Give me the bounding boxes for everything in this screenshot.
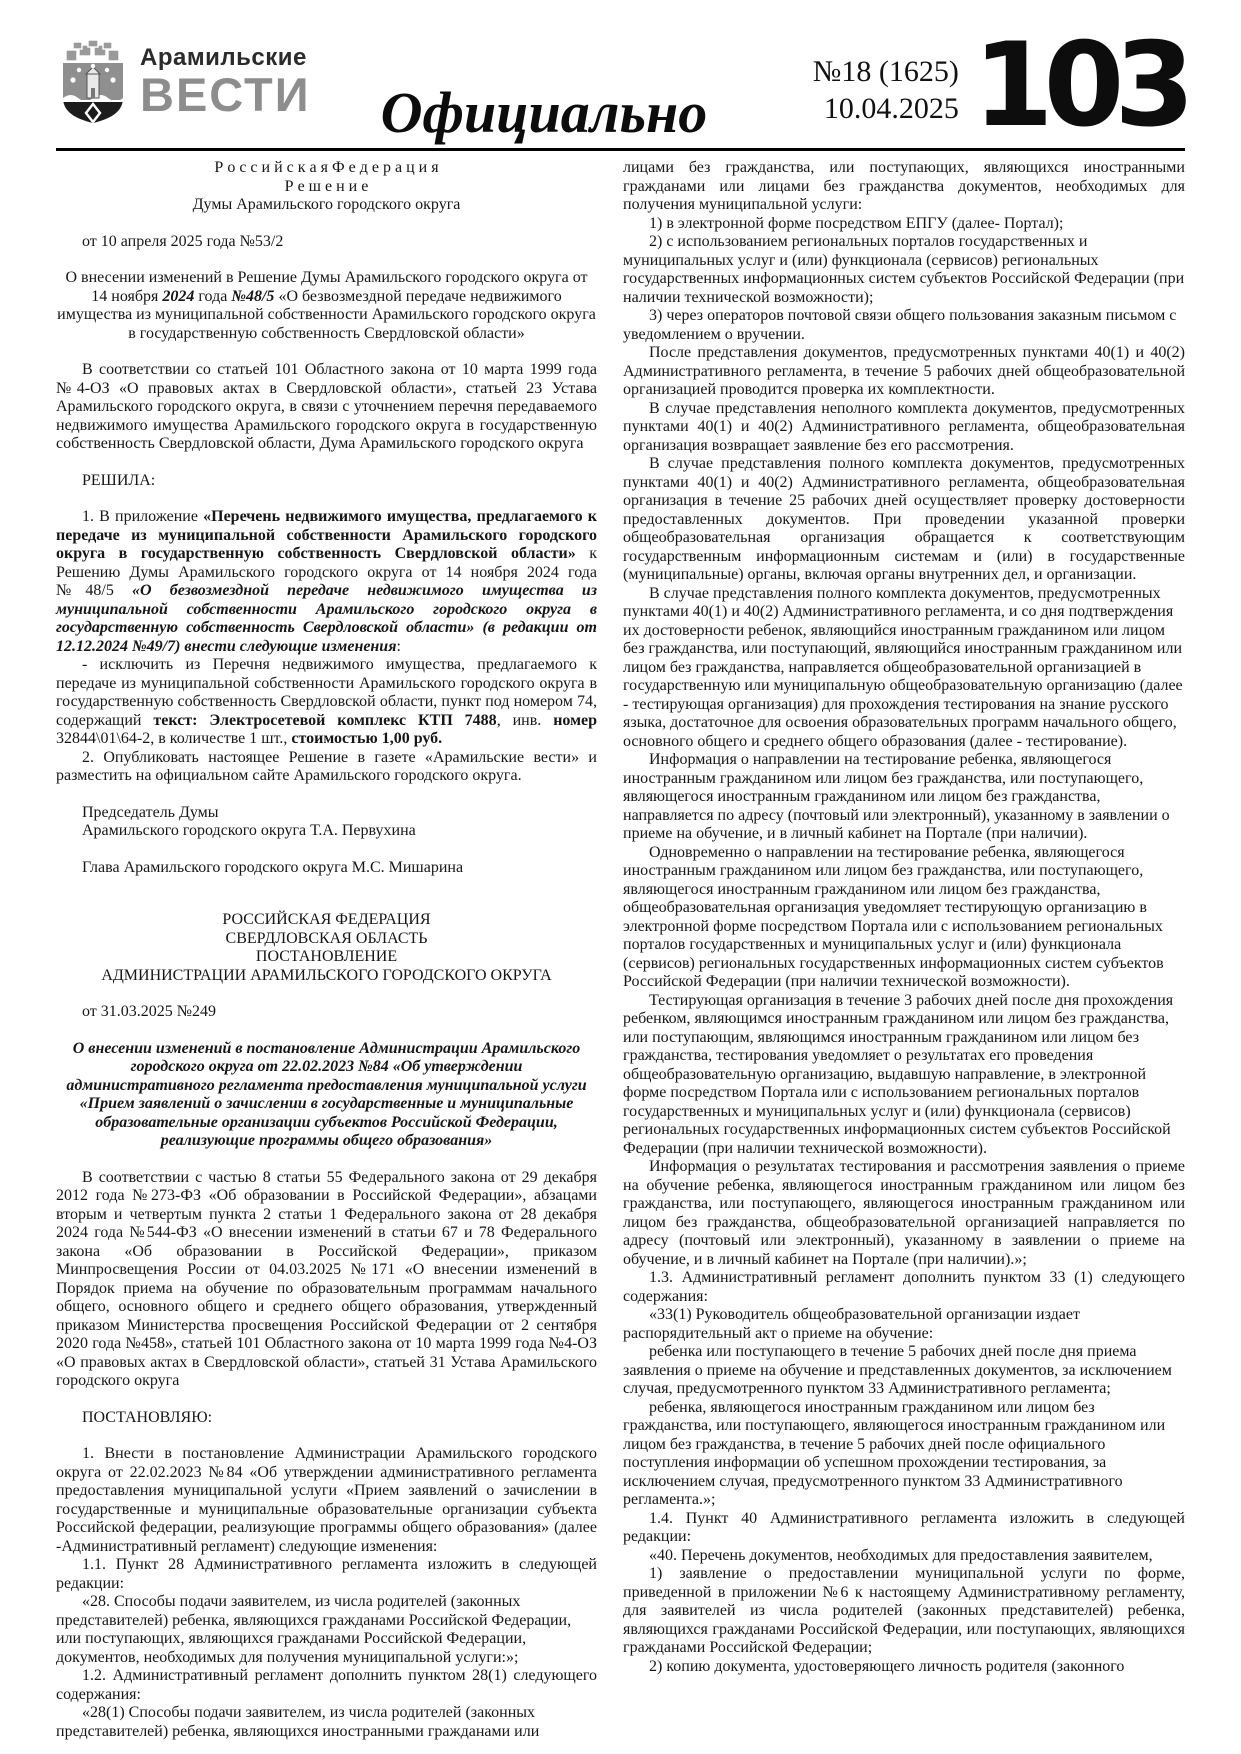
text-segment: РОССИЙСКАЯ ФЕДЕРАЦИЯ: [222, 911, 431, 928]
paragraph: [623, 233, 1185, 307]
coat-of-arms-icon: [56, 40, 130, 124]
brand-name-top: Арамильские: [140, 44, 307, 71]
text-segment: «28. Способы подачи заявителем, из числа родителей (законных представителей) ребенка, являющихся гражданами Российской Федерации, или поступающих, являющихся гражданами Российской Федерации, документов, необходимых для получения муниципальной услуги:»;: [56, 1593, 572, 1666]
paragraph: [623, 992, 1185, 1159]
text-segment: 32844\01\64-2, в количестве 1 шт.,: [56, 730, 292, 747]
text-segment: от 10 апреля 2025 года №53/2: [82, 232, 284, 250]
text-segment: О внесении изменений в постановление Администрации Арамильского городского округа от 22.02.2023 №84 «Об утверждении административного регламента предоставления муниципальной услуги «Прием заявлений о зачислении в государственные и муниципальные образовательные организации субъектов Российской Федерации, реализующие программы общего образования»: [66, 1039, 587, 1149]
paragraph: [623, 1158, 1185, 1269]
text-segment: 2) копию документа, удостоверяющего личность родителя (законного: [649, 1657, 1125, 1675]
text-segment: О внесении изменений в Решение Думы Арамильского городского округа от 14 ноября: [65, 269, 588, 305]
text-segment: 1.2. Административный регламент дополнить пунктом 28(1) следующего содержания:: [56, 1667, 597, 1703]
text-segment: «О безвозмездной передаче недвижимого имущества из муниципальной собственности Арамильского городского округа в государственную собственность Свердловской области» (в редакции от 12.12.2024 №49/7) внести следующие изменения: [56, 582, 598, 655]
page-number: 103: [972, 18, 1185, 153]
paragraph: [56, 656, 597, 749]
text-segment: 1. Внести в постановление Администрации Арамильского городского округа от 22.02.2023 №84 «Об утверждении административного регламента предоставления муниципальной услуги «Прием заявлений о зачислении в государственные и муниципальные образовательные организации субъекта Российской федерации, реализующие программы общего образования» (далее -Административный регламент) следующие изменения:: [56, 1445, 597, 1555]
brand-name-bottom: ВЕСТИ: [140, 68, 311, 121]
paragraph: [56, 1169, 597, 1391]
paragraph: [56, 822, 597, 841]
text-segment: к Решению Думы Арамильского городского округа от 14 ноября 2024 года №48/5: [56, 545, 597, 599]
text-segment: «28(1) Способы подачи заявителем, из числа родителей (законных представителей) ребенка, являющихся иностранными гражданами или: [56, 1704, 540, 1740]
text-segment: 1.1. Пункт 28 Административного регламента изложить в следующей редакции:: [56, 1556, 597, 1592]
newspaper-brand: [56, 40, 311, 124]
paragraph: [56, 930, 597, 949]
paragraph: [623, 344, 1185, 400]
section-title: Официально: [380, 80, 708, 145]
text-segment: После представления документов, предусмотренных пунктами 40(1) и 40(2) Административного регламента, в течение 5 рабочих дней общеобразовательной организацией проводится проверка их комплектности.: [623, 344, 1185, 398]
text-segment: №48/5: [231, 287, 275, 305]
text-segment: ПОСТАНОВЛЯЮ:: [82, 1408, 213, 1426]
paragraph: [623, 455, 1185, 585]
text-segment: РЕШИЛА:: [82, 471, 156, 489]
text-segment: 1) в электронной форме посредством ЕПГУ (далее- Портал);: [649, 214, 1064, 232]
paragraph: [623, 1658, 1185, 1677]
paragraph: [623, 400, 1185, 456]
paragraph: [56, 1667, 597, 1704]
paragraph: [56, 1040, 597, 1151]
text-segment: года: [194, 287, 232, 305]
text-segment: 2. Опубликовать настоящее Решение в газете «Арамильские вести» и разместить на официальном сайте Арамильского городского округа.: [56, 748, 597, 784]
paragraph: [623, 585, 1185, 752]
text-segment: Арамильского городского округа Т.А. Первухина: [82, 822, 416, 839]
text-segment: 1.4. Пункт 40 Административного регламента изложить в следующей редакции:: [623, 1509, 1185, 1545]
text-segment: :: [396, 637, 401, 655]
text-segment: 1.3. Административный регламент дополнить пунктом 33 (1) следующего содержания:: [623, 1269, 1185, 1305]
text-segment: ребенка, являющегося иностранным гражданином или лицом без гражданства, или поступающего, являющегося иностранным гражданином или лицом без гражданства, в течение 5 рабочих дней после официального поступления информации об успешном прохождении тестирования, за исключением случая, предусмотренного пунктом 33 Административного регламента.»;: [623, 1398, 1166, 1508]
paragraph: [56, 948, 597, 967]
text-segment: Тестирующая организация в течение 3 рабочих дней после дня прохождения ребенком, являющимся иностранным гражданином или лицом без гражданства, или поступающим, являющимся иностранным гражданином или лицом без гражданства, тестирования уведомляет о результатах его проведения общеобразовательную организацию, выдавшую направление, в электронной форме посредством Портала или с использованием региональных порталов государственных и муниципальных услуг и (или) функционала (сервисов) региональных государственных информационных систем субъектов Российской Федерации (при наличии технической возможности).: [623, 991, 1174, 1157]
text-segment: Думы Арамильского городского округа: [192, 196, 461, 213]
masthead: [56, 18, 1185, 153]
paragraph: [623, 159, 1185, 215]
text-segment: 2) с использованием региональных порталов государственных и муниципальных услуг и (или) функционала (сервисов) региональных государственных информационных систем субъектов Российской Федерации (при наличии технической возможности);: [623, 233, 1185, 306]
text-segment: 1. В приложение: [82, 508, 204, 525]
brand-names: [140, 44, 311, 121]
paragraph: [623, 1565, 1185, 1658]
text-segment: номер: [553, 711, 598, 729]
paragraph: [56, 1593, 597, 1667]
text-segment: Председатель Думы: [82, 803, 219, 821]
paragraph: [56, 269, 597, 343]
text-segment: Информация о направлении на тестирование ребенка, являющегося иностранным гражданином или лицом без гражданства, или поступающего, являющегося иностранным гражданином или лицом без гражданства, направляется по адресу (почтовый или электронный), указанному в заявлении о приеме на обучение, и в личный кабинет на Портале (при наличии).: [623, 751, 1170, 842]
text-segment: В соответствии с частью 8 статьи 55 Федерального закона от 29 декабря 2012 года №273-ФЗ «Об образовании в Российской Федерации», абзацами вторым и четвертым пункта 2 статьи 1 Федерального закона от 28 декабря 2024 года №544-ФЗ «О внесении изменений в статьи 67 и 78 Федерального закона «Об образовании в Российской Федерации», приказом Минпросвещения России от 04.03.2025 №171 «О внесении изменений в Порядок приема на обучение по образовательным программам начального общего, основного общего и среднего общего образования, утвержденный приказом Министерства просвещения Российской Федерации от 2 сентября 2020 года №458», статьей 101 Областного закона от 10 марта 1999 года №4-ОЗ «О правовых актах в Свердловской области», статьей 31 Устава Арамильского городского округа: [56, 1168, 597, 1389]
paragraph: [56, 196, 597, 215]
left-column: [56, 159, 597, 1741]
text-segment: «33(1) Руководитель общеобразовательной организации издает распорядительный акт о приеме на обучение:: [623, 1306, 1080, 1342]
text-segment: текст: Электросетевой комплекс КТП 7488: [153, 711, 497, 729]
paragraph: [623, 1343, 1185, 1399]
paragraph: [56, 1003, 597, 1022]
paragraph: [56, 804, 597, 823]
paragraph: [56, 749, 597, 786]
text-segment: «Перечень недвижимого имущества, предлагаемого к передаче из муниципальной собственности Арамильского городского округа в государственную собственность Свердловской области»: [56, 508, 597, 562]
text-segment: ПОСТАНОВЛЕНИЕ: [255, 948, 398, 965]
issue-info: [813, 54, 959, 127]
text-segment: Информация о результатах тестирования и рассмотрения заявления о приеме на обучение ребенка, являющегося иностранным гражданином или лицом без гражданства, или поступающего, являющегося иностранным гражданином или лицом без гражданства, общеобразовательной организацией направляется по адресу (почтовый или электронный), указанному в заявлении о приеме на обучение, и в личный кабинет на Портале (при наличии).»;: [623, 1158, 1185, 1268]
paragraph: [623, 1547, 1185, 1566]
text-segment: Р е ш е н и е: [284, 177, 369, 195]
paragraph: [56, 859, 597, 878]
paragraph: [56, 1704, 597, 1741]
paragraph: [56, 967, 597, 986]
paragraph: [56, 508, 597, 656]
text-segment: Глава Арамильского городского округа М.С. Мишарина: [82, 858, 464, 876]
paragraph: [56, 1445, 597, 1556]
right-column: [623, 159, 1185, 1741]
text-segment: 1) заявление о предоставлении муниципальной услуги по форме, приведенной в приложении №6 к настоящему Административному регламенту, для заявителей из числа родителей (законных представителей) ребенка, являющихся гражданами Российской Федерации, или поступающих, являющихся гражданами Российской Федерации;: [623, 1565, 1185, 1656]
paragraph: [623, 215, 1185, 234]
issue-number: №18 (1625): [812, 55, 959, 88]
paragraph: [623, 751, 1185, 844]
text-segment: 2024: [162, 287, 195, 305]
paragraph: [56, 472, 597, 491]
text-segment: В случае представления неполного комплекта документов, предусмотренных пунктами 40(1) и 40(2) Административного регламента, общеобразовательная организация возвращает заявление без его рассмотрения.: [623, 399, 1185, 454]
text-segment: «О безвозмездной передаче недвижимого имущества из муниципальной собственности Арамильского городского округа в государственную собственность Свердловской области»: [57, 287, 596, 342]
text-segment: от 31.03.2025 №249: [82, 1003, 217, 1020]
text-segment: Одновременно о направлении на тестирование ребенка, являющегося иностранным гражданином или лицом без гражданства, или поступающего, являющегося иностранным гражданином или лицом без гражданства, общеобразовательная организация уведомляет тестирующую организацию в электронной форме посредством Портала или с использованием региональных порталов государственных и муниципальных услуг и (или) функционала (сервисов) региональных государственных информационных систем субъектов Российской Федерации (при наличии технической возможности).: [623, 843, 1164, 990]
text-segment: ребенка или поступающего в течение 5 рабочих дней после дня приема заявления о приеме на обучение и представленных документов, за исключением случая, предусмотренного пунктом 33 Административного регламента;: [623, 1343, 1172, 1397]
text-segment: - исключить из Перечня недвижимого имущества, предлагаемого к передаче из муниципальной собственности Арамильского городского округа в государственную собственность Свердловской области, пункт под номером 74, содержащий: [56, 656, 597, 729]
paragraph: [56, 178, 597, 197]
text-segment: «40. Перечень документов, необходимых для предоставления заявителем,: [649, 1546, 1153, 1564]
paragraph: [56, 159, 597, 178]
paragraph: [623, 307, 1185, 344]
article-columns: [56, 159, 1185, 1741]
text-segment: СВЕРДЛОВСКАЯ ОБЛАСТЬ: [225, 929, 428, 947]
paragraph: [623, 1269, 1185, 1306]
text-segment: , инв.: [496, 711, 554, 729]
paragraph: [56, 1409, 597, 1428]
paragraph: [623, 1399, 1185, 1510]
paragraph: [623, 1510, 1185, 1547]
text-segment: АДМИНИСТРАЦИИ АРАМИЛЬСКОГО ГОРОДСКОГО ОКРУГА: [101, 966, 552, 984]
paragraph: [623, 844, 1185, 992]
paragraph: [56, 911, 597, 930]
paragraph: [56, 1556, 597, 1593]
text-segment: стоимостью 1,00 руб.: [291, 730, 443, 747]
text-segment: 3) через операторов почтовой связи общего пользования заказным письмом с уведомлением о вручении.: [623, 307, 1177, 343]
paragraph: [56, 233, 597, 252]
text-segment: лицами без гражданства, или поступающих, являющихся иностранными гражданами или лицами без гражданства документов, необходимых для получения муниципальной услуги:: [623, 159, 1185, 213]
text-segment: В случае представления полного комплекта документов, предусмотренных пунктами 40(1) и 40(2) Административного регламента, и со дня подтверждения их достоверности ребенок, являющийся иностранным гражданином или лицом без гражданства, или поступающий, являющийся иностранным гражданином или лицом без гражданства, направляется общеобразовательной организацией в государственную или муниципальную общеобразовательную организацию (далее - тестирующая организация) для прохождения тестирования на знание русского языка, достаточное для освоения образовательных программ начального общего, основного общего и среднего общего образования (далее - тестирование).: [623, 584, 1183, 750]
paragraph: [623, 1306, 1185, 1343]
paragraph: [56, 361, 597, 454]
issue-date: 10.04.2025: [823, 91, 959, 125]
text-segment: Р о с с и й с к а я Ф е д е р а ц и я: [214, 159, 439, 176]
text-segment: В случае представления полного комплекта документов, предусмотренных пунктами 40(1) и 40(2) Административного регламента, общеобразовательная организация в течение 25 рабочих дней осуществляет проверку достоверности предоставленных документов. При проведении указанной проверки общеобразовательная организация обращается к соответствующим государственным информационным системам и (или) в государственные (муниципальные) органы, включая органы внутренних дел, и организации.: [623, 455, 1185, 583]
text-segment: В соответствии со статьей 101 Областного закона от 10 марта 1999 года №4-ОЗ «О правовых актах в Свердловской области», статьей 23 Устава Арамильского городского округа, в связи с уточнением перечня передаваемого недвижимого имущества Арамильского городского округа в государственную собственность Свердловской области, Дума Арамильского городского округа: [56, 361, 597, 452]
